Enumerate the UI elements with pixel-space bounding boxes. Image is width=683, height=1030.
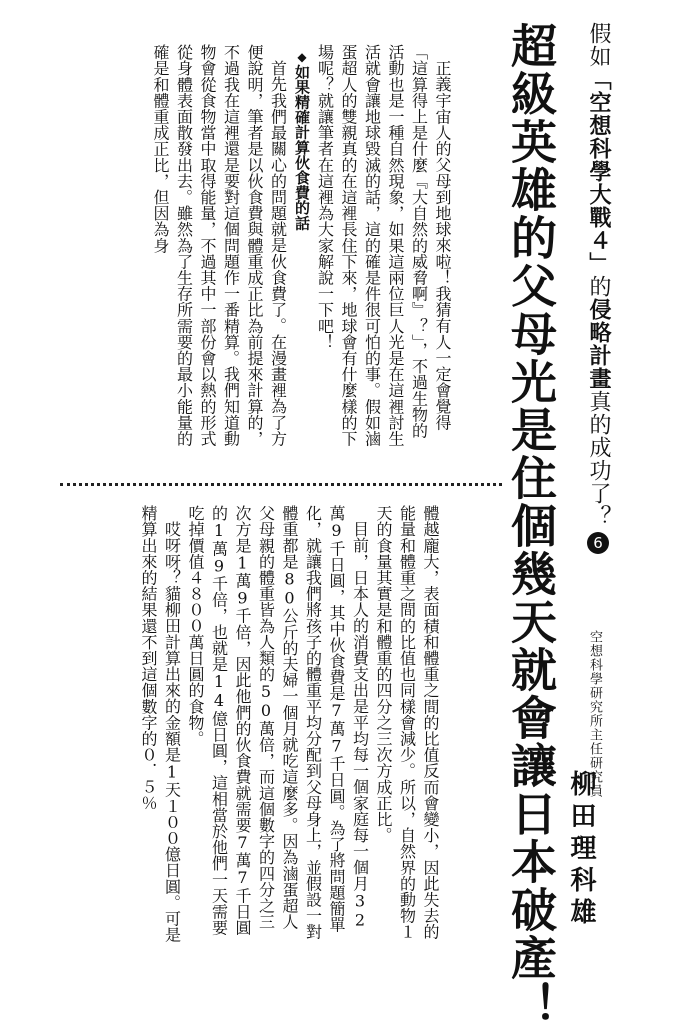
series-header: [580, 22, 616, 553]
series-book-title: 「空想科學大戰４」: [586, 68, 611, 275]
episode-number-badge: 6: [589, 533, 607, 553]
dotted-separator: [60, 483, 502, 486]
diamond-icon: ◆: [295, 50, 309, 65]
series-plan: 侵略計畫: [586, 298, 611, 390]
bottom-section: [62, 505, 442, 945]
bottom-paragraph-2: 目前，日本人的消費支出是平均每一個家庭每一個月32萬9千日圓，其中伙食費是7萬7千日圓。為了將問題簡單化，就讓我們將孩子的體重平均分配到父母身上，並假設一對體重都是80公斤的夫婦一個月就吃這麼多。因為滷蛋超人父母親的體重皆為人類的50萬倍，而這個數字的四分之三次方是1萬9千倍，因此他們的伙食費就需要7萬7千日圓的1萬9千倍，也就是14億日圓，這相當於他們一天需要吃掉價值４８００萬日圓的食物。: [186, 505, 370, 940]
top-paragraph-1: 首先我們最關心的問題就是伙食費了。在漫畫裡為了方便說明，筆者是以伙食費與體重成正比為前提來計算的，不過我在這裡還是要對這個問題作一番精算。我們知道動物會從食物當中取得能量，不過其中一部份會以熱的形式從身體表面散發出去。雖然為了生存所需要的最小能量的確是和體重成正比，但因為身: [151, 44, 288, 447]
top-section: [62, 44, 454, 448]
series-particle: 的: [586, 275, 611, 298]
series-suffix: 真的成功了？: [586, 390, 611, 528]
author-title: 空想科學研究所主任研究員: [587, 630, 602, 798]
series-prefix: 假如: [586, 22, 611, 68]
subheading: [290, 44, 314, 448]
bottom-paragraph-3: 哎呀呀？貓柳田計算出來的金額是1天１００億日圓。可是精算出來的結果還不到這個數字的０．５％: [139, 505, 182, 943]
headline: 超級英雄的父母光是住個幾天就會讓日本破產！: [504, 22, 558, 1030]
bottom-paragraph-1: 體越龐大，表面積和體重之間的比值反而會變小，因此失去的能量和體重之間的比值也同樣會減少。所以，自然界的動物１天的食量其實是和體重的四分之三次方成正比。: [374, 505, 440, 940]
author-name: 柳田理科雄: [566, 770, 596, 930]
intro-paragraph: 正義宇宙人的父母到地球來啦！我猜有人一定會覺得「這算得上是什麼『大自然的威脅啊』？」，不過生物的活動也是一種自然現象，如果這兩位巨人光是在這裡討生活就會讓地球毀滅的話，這的確是件很可怕的事。假如滷蛋超人的雙親真的在這裡長住下來，地球會有什麼樣的下場呢？就讓筆者在這裡為大家解說一下吧！: [315, 44, 452, 447]
subheading-text: 如果精確計算伙食費的話: [293, 64, 311, 231]
